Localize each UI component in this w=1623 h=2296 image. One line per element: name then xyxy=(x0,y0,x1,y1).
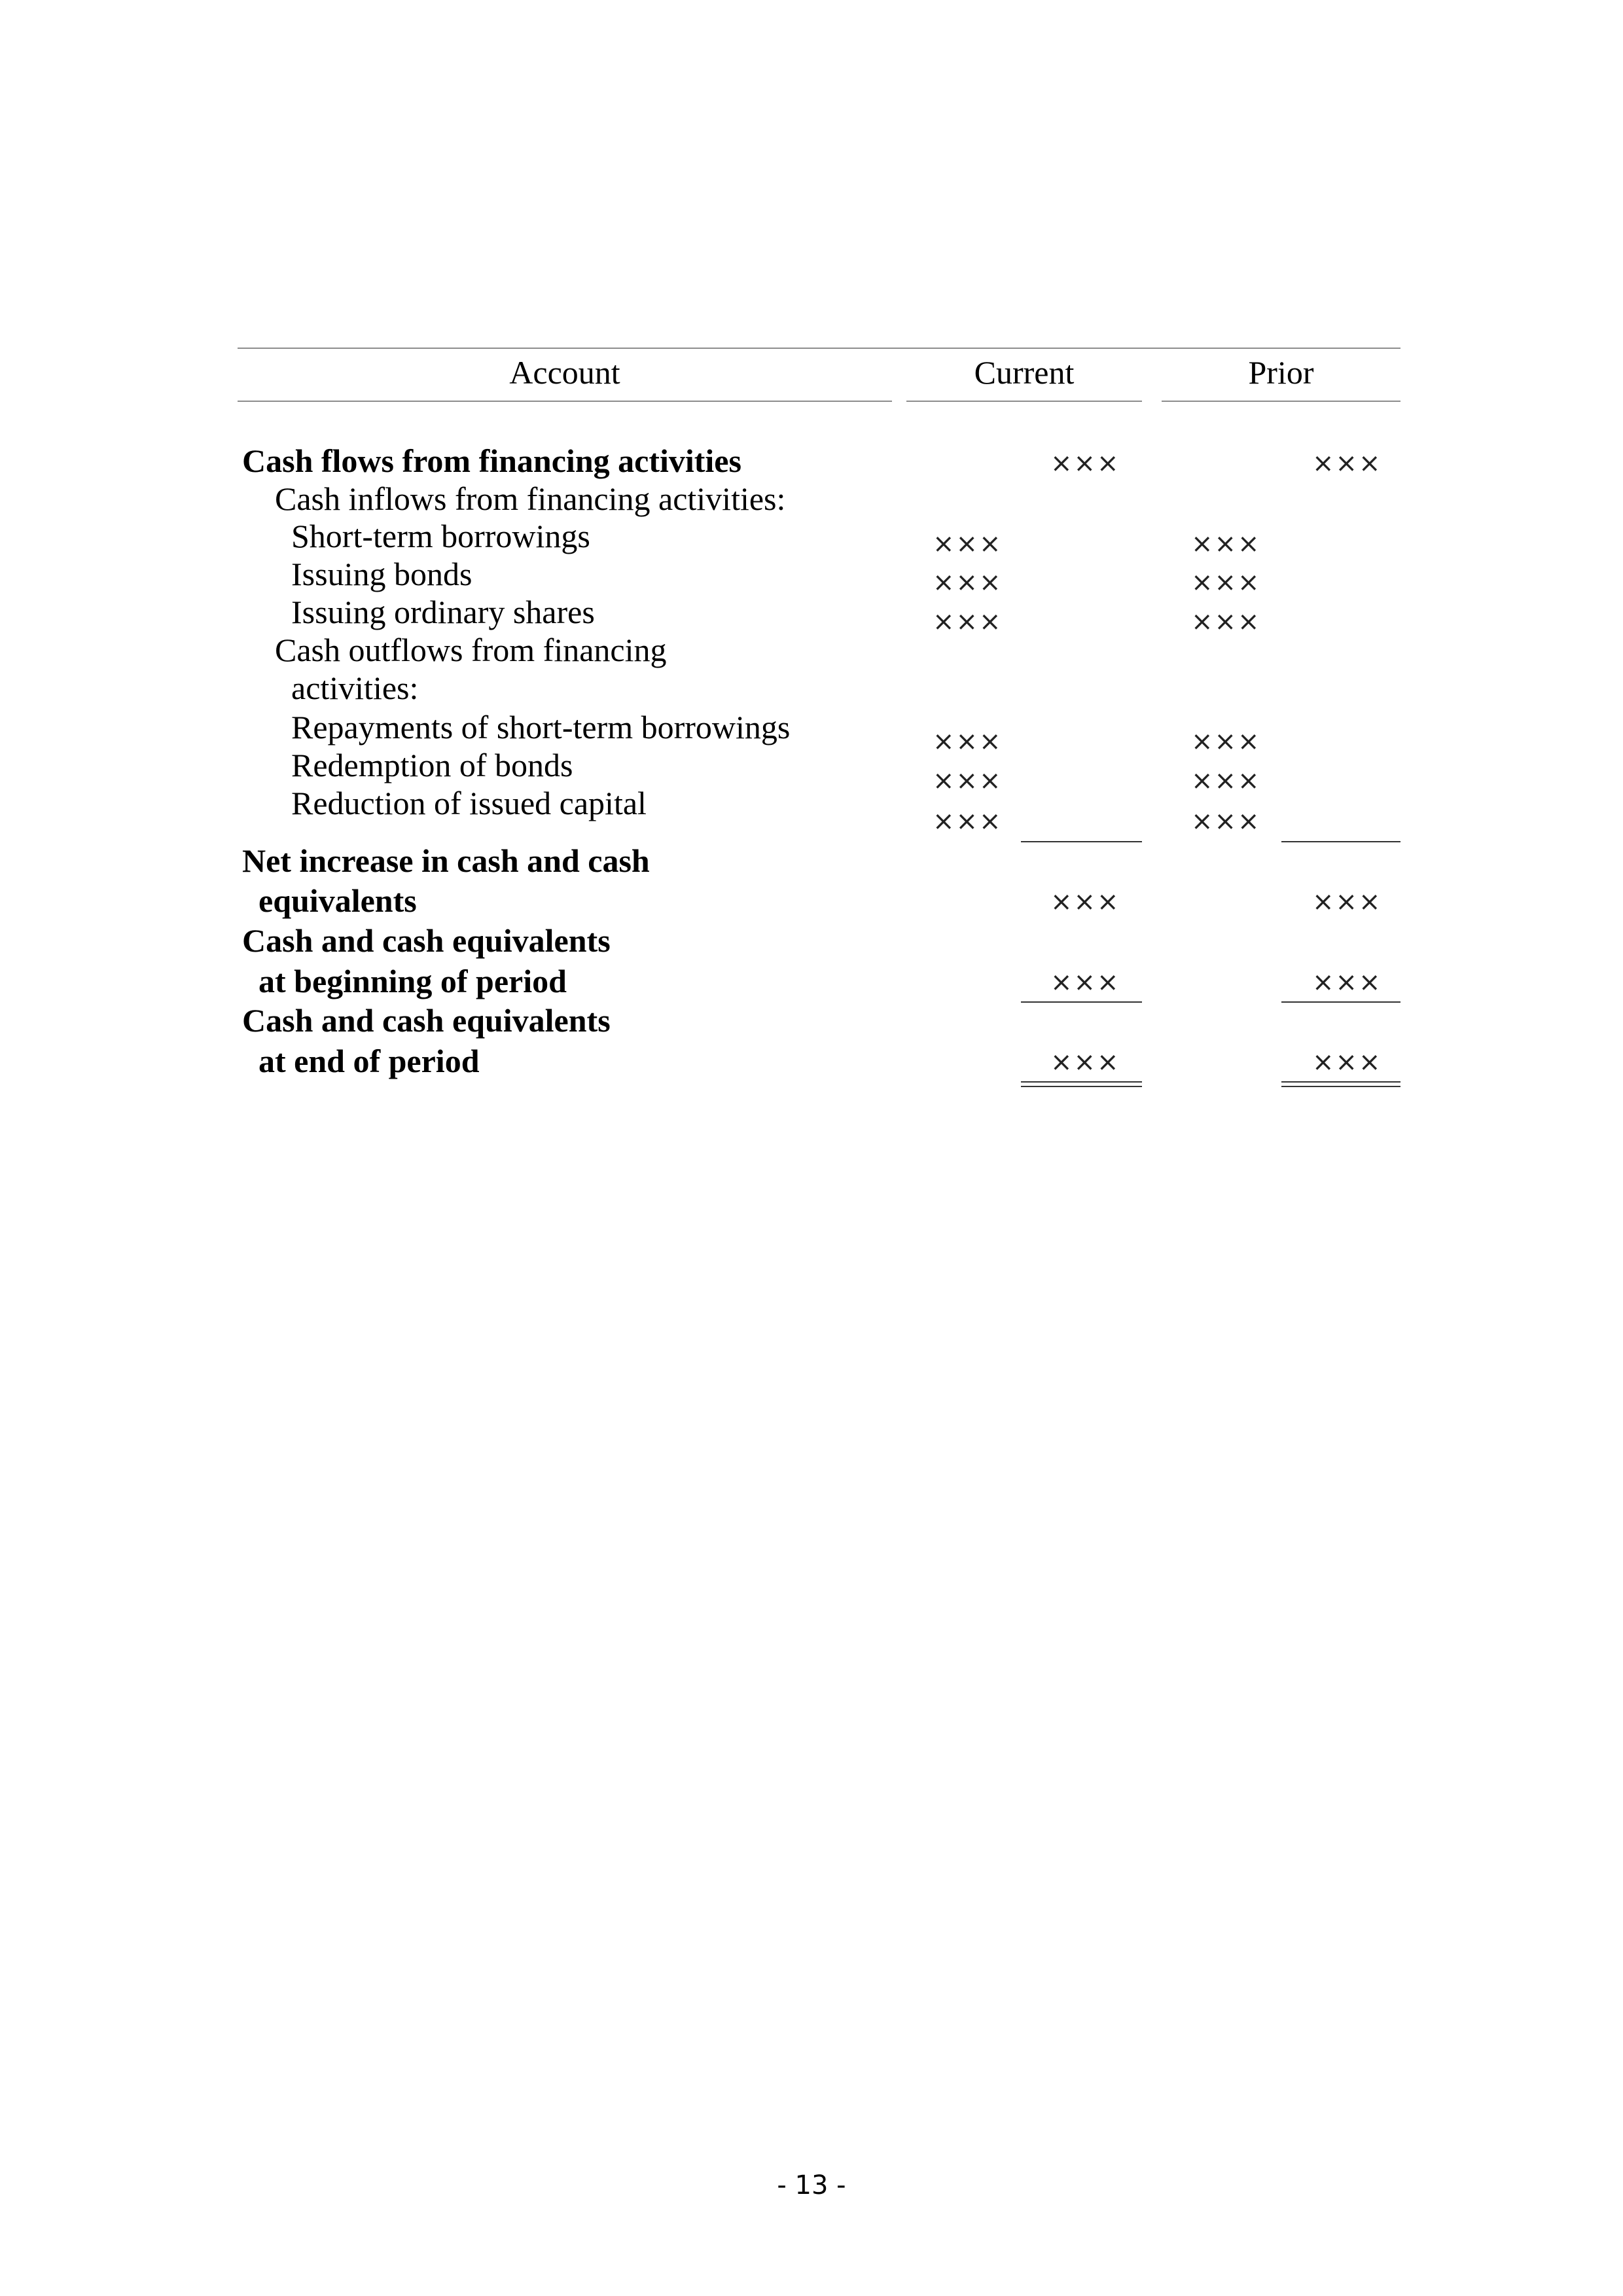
prior-sub-value: ××× xyxy=(1191,766,1261,796)
row-label-line2: activities: xyxy=(291,670,419,706)
row-label: Reduction of issued capital xyxy=(291,785,647,821)
row-label: Short-term borrowings xyxy=(291,518,590,554)
row-label-line1: Cash outflows from financing xyxy=(275,632,667,668)
page-number: - 13 - xyxy=(777,2170,846,2200)
row-label-line2: at beginning of period xyxy=(259,963,567,999)
prior-subtotal-rule xyxy=(1281,841,1400,842)
prior-grand-total-double-rule xyxy=(1281,1081,1400,1087)
prior-total-value: ××× xyxy=(1312,448,1382,478)
current-total-value: ××× xyxy=(1050,967,1120,997)
current-sub-value: ××× xyxy=(933,607,1003,637)
header-rule-account xyxy=(238,401,892,402)
current-sub-value: ××× xyxy=(933,726,1003,757)
current-sub-value: ××× xyxy=(933,766,1003,796)
row-label-line2: equivalents xyxy=(259,882,417,919)
row-label: Cash inflows from financing activities: xyxy=(275,480,786,517)
header-current: Current xyxy=(974,354,1075,391)
current-subtotal-rule xyxy=(1021,841,1142,842)
header-account: Account xyxy=(509,354,620,391)
prior-total-value: ××× xyxy=(1312,887,1382,917)
row-label: Repayments of short-term borrowings xyxy=(291,709,791,745)
prior-sub-value: ××× xyxy=(1191,806,1261,836)
prior-sub-value: ××× xyxy=(1191,726,1261,757)
row-label: Cash flows from financing activities xyxy=(242,442,741,479)
row-label-line1: Cash and cash equivalents xyxy=(242,922,611,959)
row-label-line1: Net increase in cash and cash xyxy=(242,842,650,879)
prior-sub-value: ××× xyxy=(1191,529,1261,559)
table-top-rule xyxy=(238,348,1400,349)
prior-sub-value: ××× xyxy=(1191,607,1261,637)
row-label-line1: Cash and cash equivalents xyxy=(242,1002,611,1039)
current-total-value: ××× xyxy=(1050,448,1120,478)
row-label: Issuing ordinary shares xyxy=(291,594,595,630)
header-rule-current xyxy=(906,401,1142,402)
current-beginning-rule xyxy=(1021,1001,1142,1003)
prior-sub-value: ××× xyxy=(1191,567,1261,598)
header-rule-prior xyxy=(1162,401,1400,402)
current-total-value: ××× xyxy=(1050,887,1120,917)
current-total-value: ××× xyxy=(1050,1047,1120,1077)
header-prior: Prior xyxy=(1248,354,1314,391)
row-label-line2: at end of period xyxy=(259,1043,480,1079)
row-label: Issuing bonds xyxy=(291,556,473,592)
current-sub-value: ××× xyxy=(933,567,1003,598)
prior-total-value: ××× xyxy=(1312,1047,1382,1077)
prior-beginning-rule xyxy=(1281,1001,1400,1003)
current-sub-value: ××× xyxy=(933,529,1003,559)
row-label: Redemption of bonds xyxy=(291,747,573,783)
current-sub-value: ××× xyxy=(933,806,1003,836)
current-grand-total-double-rule xyxy=(1021,1081,1142,1087)
prior-total-value: ××× xyxy=(1312,967,1382,997)
